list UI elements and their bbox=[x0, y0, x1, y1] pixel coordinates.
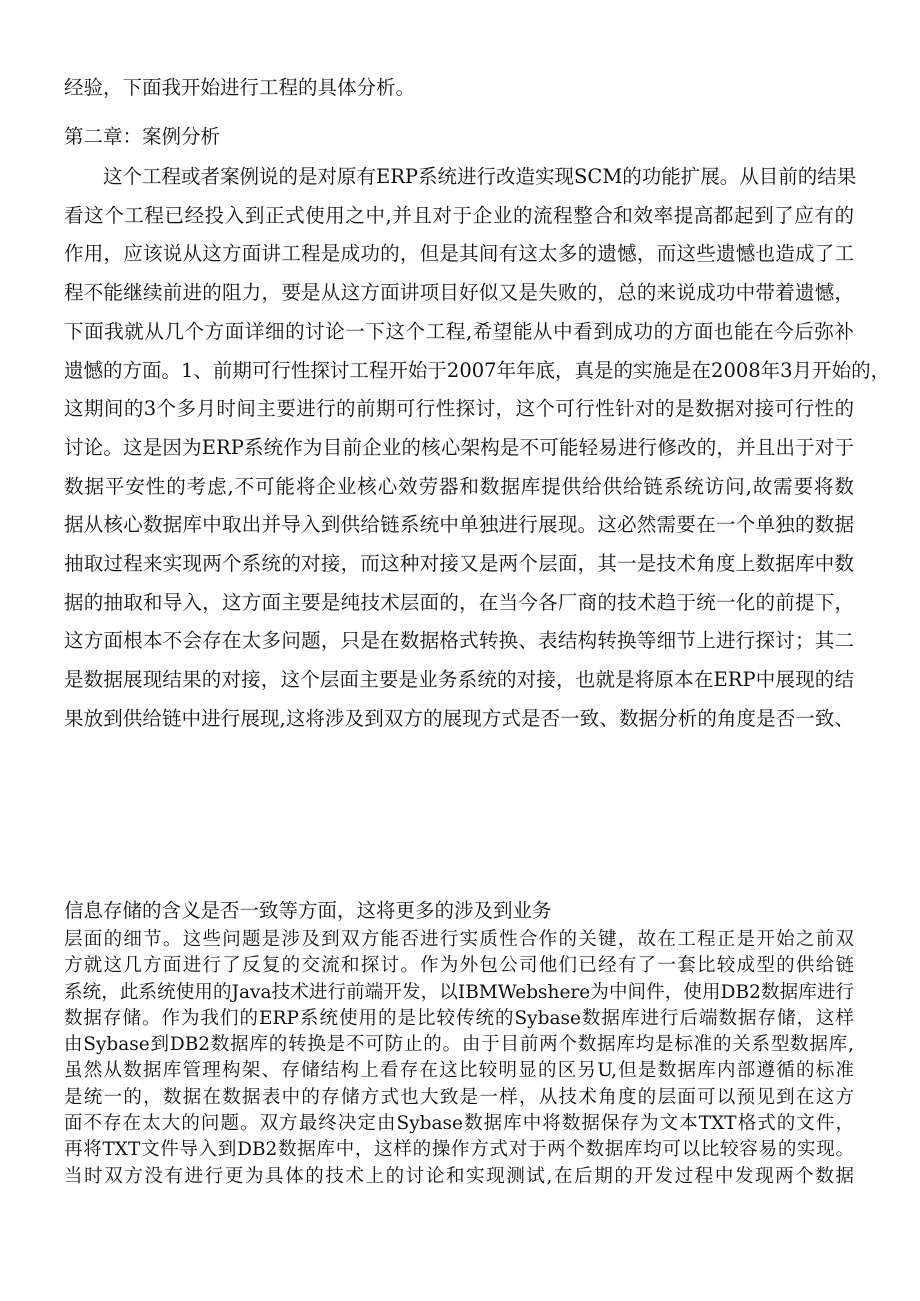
dense-paragraph bbox=[64, 927, 854, 1190]
paragraph-line: 这个工程或者案例说的是对原有ERP系统进行改造实现SCM的功能扩展。从目前的结果 bbox=[103, 165, 857, 188]
dense-line: 由Sybase到DB2数据库的转换是不可防止的。由于目前两个数据库均是标准的关系型数据库, bbox=[64, 1034, 854, 1056]
paragraph-line: 讨论。这是因为ERP系统作为目前企业的核心架构是不可能轻易进行修改的，并且出于对于 bbox=[64, 435, 854, 459]
dense-line: 系统，此系统使用的Java技术进行前端开发，以IBMWebshere为中间件，使用DB2数据库进行 bbox=[64, 981, 854, 1003]
chapter-heading: 第二章：案例分析 bbox=[64, 125, 221, 148]
dense-line: 数据存储。作为我们的ERP系统使用的是比较传统的Sybase数据库进行后端数据存储，这样 bbox=[64, 1007, 854, 1029]
top-line: 经验，下面我开始进行工程的具体分析。 bbox=[64, 76, 416, 99]
paragraph-line: 这方面根本不会存在太多问题，只是在数据格式转换、表结构转换等细节上进行探讨；其二 bbox=[64, 629, 854, 653]
paragraph-line: 果放到供给链中进行展现,这将涉及到双方的展现方式是否一致、数据分析的角度是否一致、 bbox=[64, 706, 854, 730]
body-paragraph bbox=[64, 158, 891, 739]
paragraph-line: 程不能继续前进的阻力，要是从这方面讲项目好似又是失败的，总的来说成功中带着遗憾， bbox=[64, 281, 854, 305]
paragraph-line: 看这个工程已经投入到正式使用之中,并且对于企业的流程整合和效率提高都起到了应有的 bbox=[64, 203, 854, 227]
dense-line: 当时双方没有进行更为具体的技术上的讨论和实现测试,在后期的开发过程中发现两个数据 bbox=[64, 1165, 854, 1187]
dense-line: 方就这几方面进行了反复的交流和探讨。作为外包公司他们已经有了一套比较成型的供给链 bbox=[64, 955, 854, 977]
paragraph-line: 这期间的3个多月时间主要进行的前期可行性探讨，这个可行性针对的是数据对接可行性的 bbox=[64, 397, 854, 421]
paragraph-line: 据的抽取和导入，这方面主要是纯技术层面的，在当今各厂商的技术趋于统一化的前提下， bbox=[64, 590, 854, 614]
paragraph-line: 据从核心数据库中取出并导入到供给链系统中单独进行展现。这必然需要在一个单独的数据 bbox=[64, 513, 854, 537]
paragraph-line: 作用，应该说从这方面讲工程是成功的，但是其间有这太多的遗憾，而这些遗憾也造成了工 bbox=[64, 242, 854, 266]
paragraph-line: 数据平安性的考虑,不可能将企业核心效劳器和数据库提供给供给链系统访问,故需要将数 bbox=[64, 474, 854, 498]
paragraph-line: 下面我就从几个方面详细的讨论一下这个工程,希望能从中看到成功的方面也能在今后弥补 bbox=[64, 319, 854, 343]
paragraph-line: 抽取过程来实现两个系统的对接，而这种对接又是两个层面，其一是技术角度上数据库中数 bbox=[64, 552, 854, 576]
dense-line: 再将TXT文件导入到DB2数据库中，这样的操作方式对于两个数据库均可以比较容易的实现。 bbox=[64, 1139, 854, 1161]
paragraph-line: 是数据展现结果的对接，这个层面主要是业务系统的对接，也就是将原本在ERP中展现的结 bbox=[64, 668, 854, 692]
dense-line: 是统一的，数据在数据表中的存储方式也大致是一样，从技术角度的层面可以预见到在这方 bbox=[64, 1086, 854, 1108]
dense-line: 层面的细节。这些问题是涉及到双方能否进行实质性合作的关键，故在工程正是开始之前双 bbox=[64, 929, 854, 950]
paragraph-line: 遗憾的方面。1、前期可行性探讨工程开始于2007年年底，真是的实施是在2008年3月开始的， bbox=[64, 358, 891, 382]
dense-line: 虽然从数据库管理构架、存储结构上看存在这比较明显的区另U,但是数据库内部遵循的标准 bbox=[64, 1060, 854, 1082]
transition-line: 信息存储的含义是否一致等方面，这将更多的涉及到业务 bbox=[64, 899, 552, 922]
dense-line: 面不存在太大的问题。双方最终决定由Sybase数据库中将数据保存为文本TXT格式的文件， bbox=[64, 1113, 854, 1135]
